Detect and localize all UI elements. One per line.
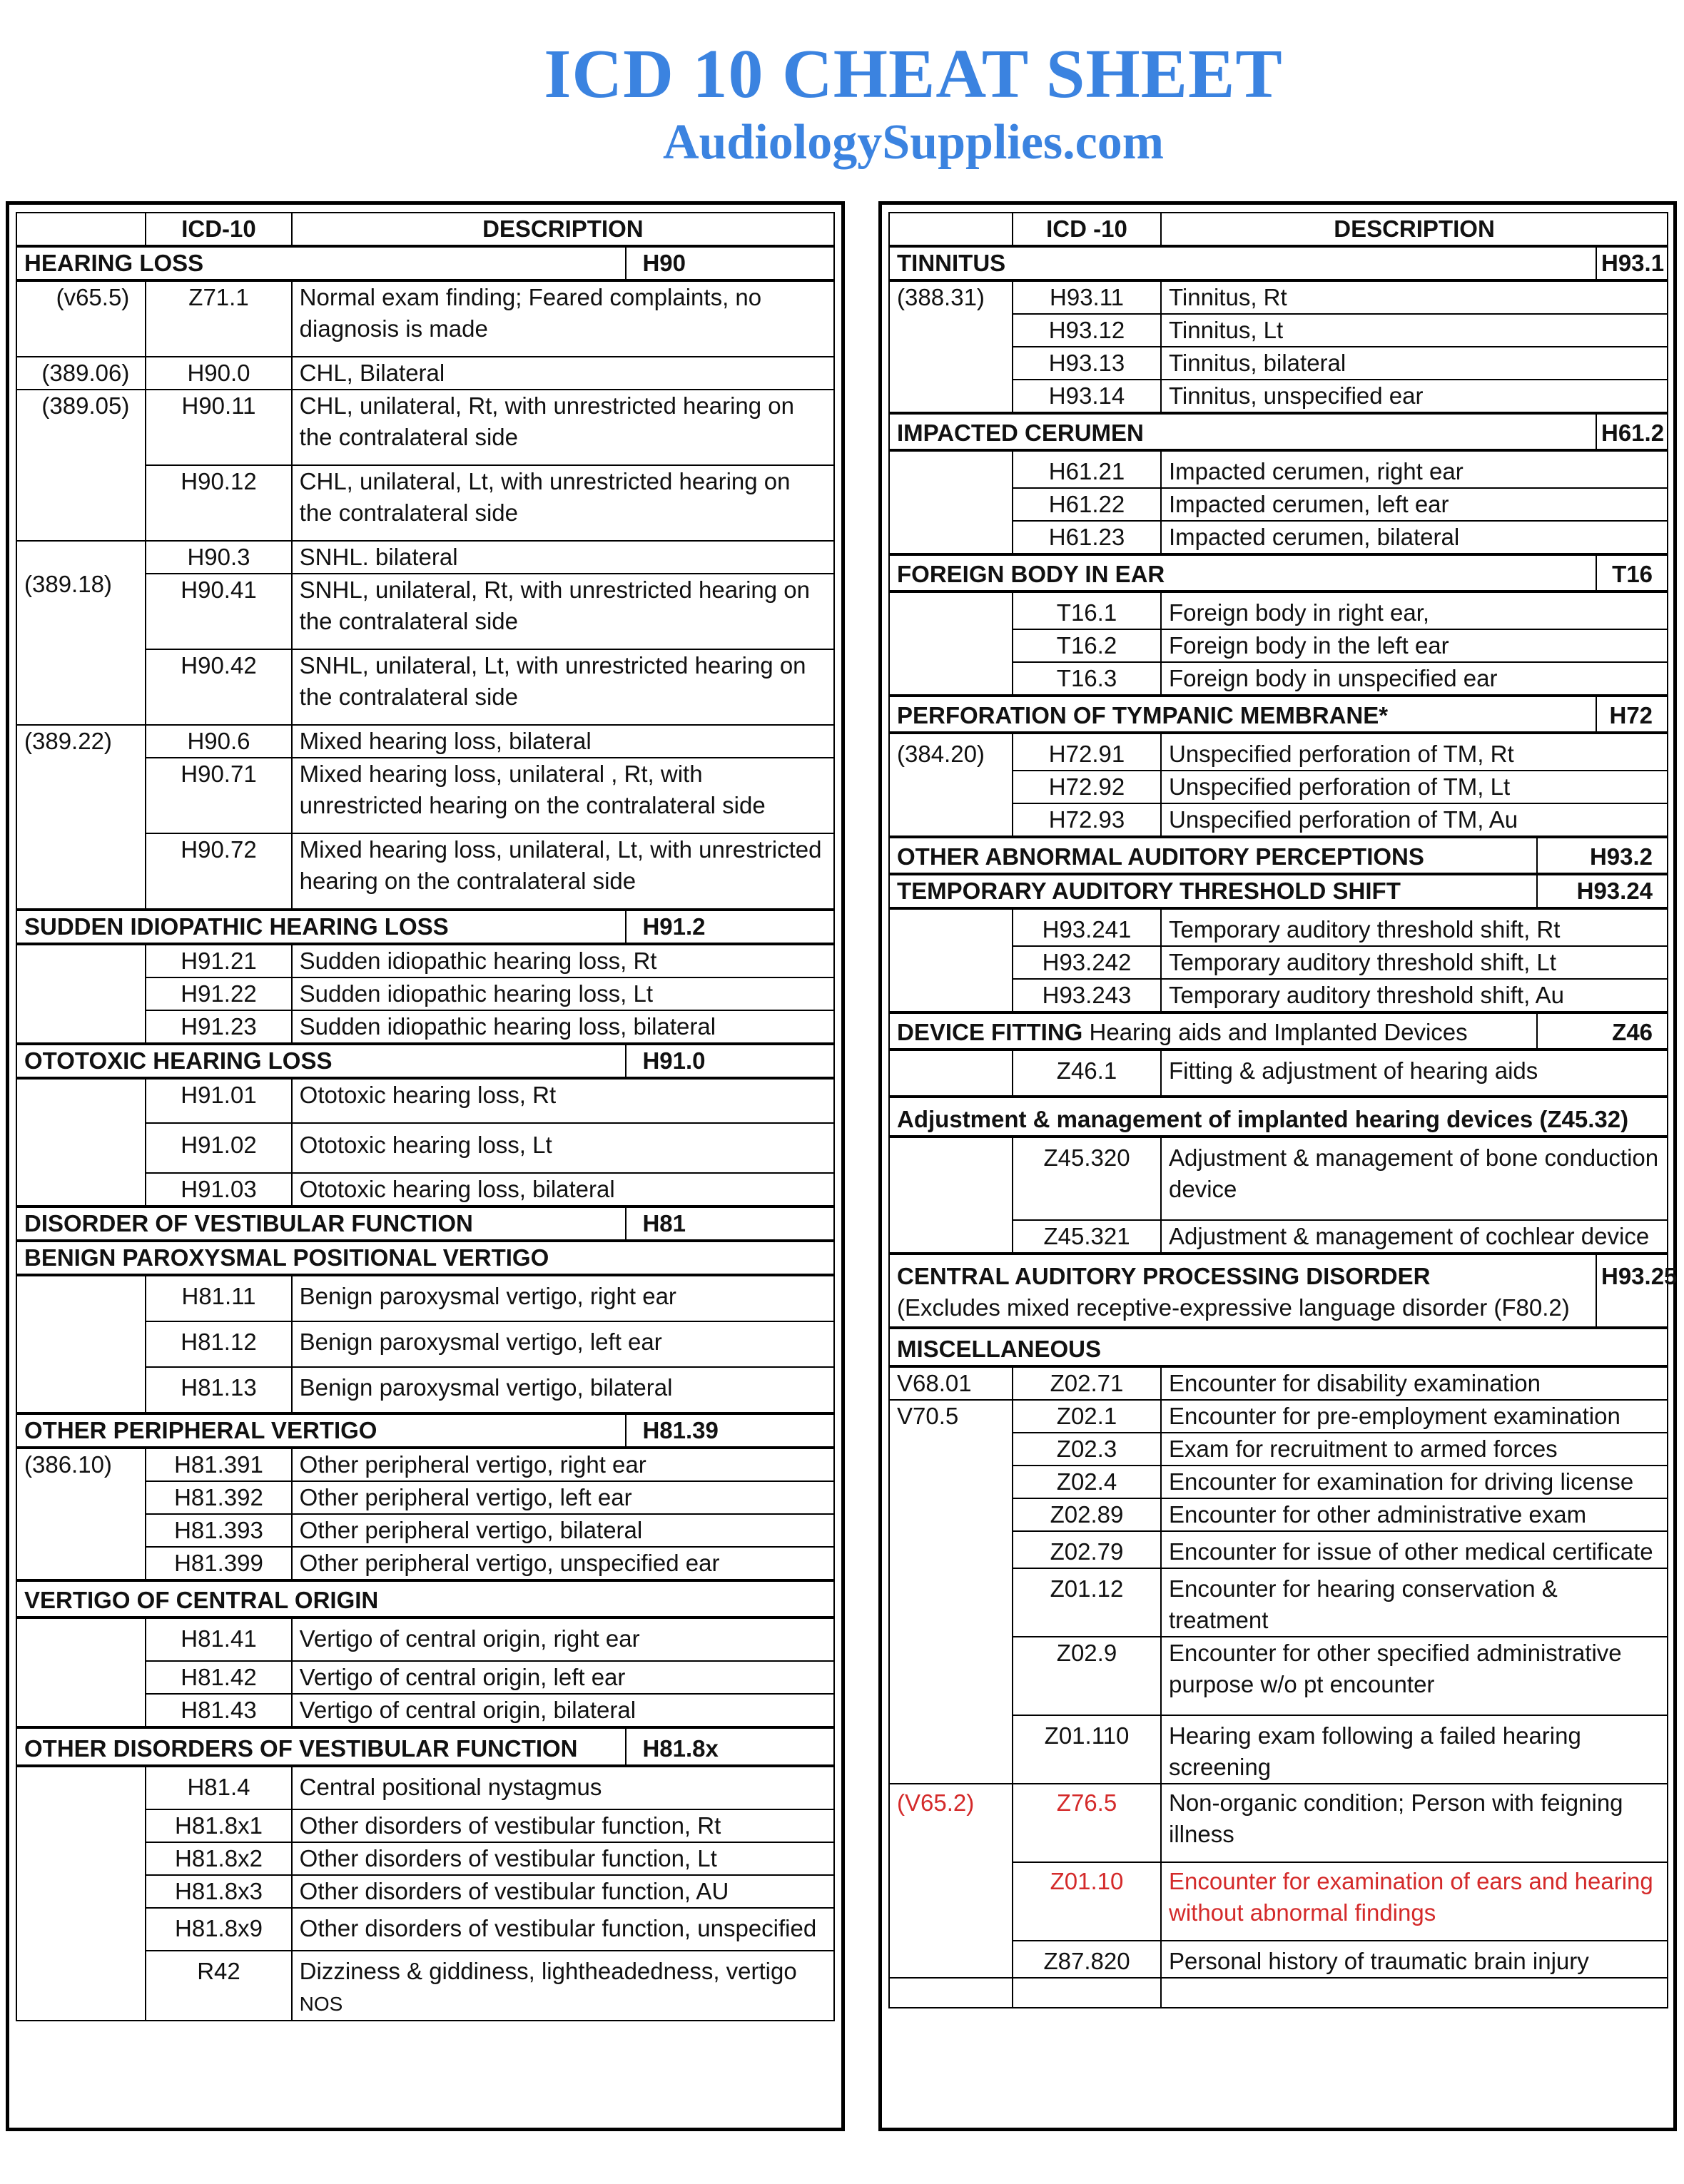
section-title: TEMPORARY AUDITORY THRESHOLD SHIFT <box>889 874 1537 908</box>
section-title: DISORDER OF VESTIBULAR FUNCTION <box>16 1207 626 1241</box>
code-description: Vertigo of central origin, right ear <box>292 1617 834 1661</box>
section-header <box>889 1254 1668 1328</box>
icd-code: Z02.3 <box>1013 1433 1161 1466</box>
section-note: (Excludes mixed receptive-expressive language disorder (F80.2) <box>897 1294 1570 1321</box>
section-code: H81.8x <box>626 1727 834 1766</box>
table-row <box>889 1978 1668 2008</box>
code-description: Tinnitus, Lt <box>1161 314 1668 347</box>
icd-code: H81.8x1 <box>146 1809 291 1842</box>
code-description: Adjustment & management of cochlear device <box>1161 1220 1668 1254</box>
table-row <box>889 1400 1668 1433</box>
code-description: Benign paroxysmal vertigo, left ear <box>292 1321 834 1367</box>
icd-code: H81.391 <box>146 1448 291 1481</box>
code-description: Tinnitus, unspecified ear <box>1161 380 1668 413</box>
icd-code: H90.11 <box>146 390 291 465</box>
section-title: OTHER DISORDERS OF VESTIBULAR FUNCTION <box>16 1727 626 1766</box>
table-row <box>16 725 834 758</box>
code-description: SNHL, unilateral, Rt, with unrestricted hearing on the contralateral side <box>292 574 834 649</box>
old-code: (384.20) <box>889 733 1013 837</box>
icd-code: Z02.71 <box>1013 1366 1161 1400</box>
icd-code: Z71.1 <box>146 280 291 357</box>
icd-code: H81.43 <box>146 1694 291 1727</box>
code-description: Temporary auditory threshold shift, Au <box>1161 979 1668 1012</box>
icd-code: H93.11 <box>1013 280 1161 314</box>
code-description: Other peripheral vertigo, left ear <box>292 1481 834 1514</box>
icd-code: H90.72 <box>146 833 291 910</box>
section-title <box>889 1012 1537 1050</box>
code-description: CHL, Bilateral <box>292 357 834 390</box>
icd-code: Z02.89 <box>1013 1498 1161 1531</box>
code-description: Encounter for other specified administrative purpose w/o pt encounter <box>1161 1637 1668 1715</box>
code-description: Other disorders of vestibular function, AU <box>292 1875 834 1908</box>
icd-code: H91.03 <box>146 1173 291 1207</box>
section-title: PERFORATION OF TYMPANIC MEMBRANE* <box>889 696 1596 733</box>
old-code: (386.10) <box>16 1448 146 1580</box>
code-description: Impacted cerumen, left ear <box>1161 488 1668 521</box>
code-description: Foreign body in the left ear <box>1161 629 1668 662</box>
old-code: V68.01 <box>889 1366 1013 1400</box>
icd-code: H81.11 <box>146 1275 291 1321</box>
old-code: (388.31) <box>889 280 1013 413</box>
code-description: Normal exam finding; Feared complaints, no diagnosis is made <box>292 280 834 357</box>
code-description: SNHL, unilateral, Lt, with unrestricted hearing on the contralateral side <box>292 649 834 725</box>
table-row <box>889 450 1668 488</box>
icd-code: H90.42 <box>146 649 291 725</box>
icd-code: T16.3 <box>1013 662 1161 696</box>
icd-code: H72.93 <box>1013 803 1161 837</box>
description-suffix: NOS <box>299 1993 343 2015</box>
old-code: (v65.5) <box>16 280 146 357</box>
table-row <box>16 1275 834 1321</box>
code-description: Other disorders of vestibular function, Lt <box>292 1842 834 1875</box>
left-code-table <box>16 212 835 2021</box>
icd-code: H81.399 <box>146 1547 291 1580</box>
code-description: Unspecified perforation of TM, Rt <box>1161 733 1668 771</box>
icd-code: H81.42 <box>146 1661 291 1694</box>
table-row <box>889 1784 1668 1862</box>
code-description: Encounter for pre-employment examination <box>1161 1400 1668 1433</box>
icd-code: H81.8x2 <box>146 1842 291 1875</box>
code-description: Foreign body in unspecified ear <box>1161 662 1668 696</box>
table-row <box>889 280 1668 314</box>
icd-code: H61.21 <box>1013 450 1161 488</box>
section-code: H93.25 <box>1596 1254 1668 1328</box>
section-header <box>16 1580 834 1617</box>
code-description: Encounter for examination for driving license <box>1161 1466 1668 1498</box>
icd-code: H61.22 <box>1013 488 1161 521</box>
icd-code: H81.41 <box>146 1617 291 1661</box>
icd-code: Z02.4 <box>1013 1466 1161 1498</box>
section-header <box>889 554 1668 591</box>
icd-code: H81.13 <box>146 1367 291 1413</box>
icd-code: H81.4 <box>146 1766 291 1809</box>
icd-code: H93.243 <box>1013 979 1161 1012</box>
code-description: Fitting & adjustment of hearing aids <box>1161 1050 1668 1097</box>
code-description: Adjustment & management of bone conduction device <box>1161 1137 1668 1220</box>
code-description: Mixed hearing loss, unilateral , Rt, with unrestricted hearing on the contralateral side <box>292 758 834 833</box>
section-title: BENIGN PAROXYSMAL POSITIONAL VERTIGO <box>16 1241 834 1275</box>
icd-code: H90.41 <box>146 574 291 649</box>
code-description: Personal history of traumatic brain injury <box>1161 1941 1668 1978</box>
table-header <box>889 213 1668 246</box>
icd-code: H90.0 <box>146 357 291 390</box>
table-row <box>16 1766 834 1809</box>
icd-code: H81.392 <box>146 1481 291 1514</box>
code-column-header: ICD-10 <box>146 213 291 246</box>
section-header <box>16 1413 834 1448</box>
code-description: CHL, unilateral, Rt, with unrestricted hearing on the contralateral side <box>292 390 834 465</box>
right-code-table <box>888 212 1678 2008</box>
old-code: (389.18) <box>16 541 146 725</box>
icd-code: H72.92 <box>1013 771 1161 803</box>
code-description: Mixed hearing loss, unilateral, Lt, with unrestricted hearing on the contralateral side <box>292 833 834 910</box>
section-title: FOREIGN BODY IN EAR <box>889 554 1596 591</box>
code-description: Benign paroxysmal vertigo, bilateral <box>292 1367 834 1413</box>
icd-code: H91.02 <box>146 1123 291 1173</box>
code-description: Other peripheral vertigo, bilateral <box>292 1514 834 1547</box>
code-description: SNHL. bilateral <box>292 541 834 574</box>
icd-code: H90.3 <box>146 541 291 574</box>
code-description: Encounter for other administrative exam <box>1161 1498 1668 1531</box>
code-description: Encounter for hearing conservation & treatment <box>1161 1568 1668 1637</box>
icd-code: H81.12 <box>146 1321 291 1367</box>
table-row <box>889 908 1668 946</box>
icd-code: Z45.321 <box>1013 1220 1161 1254</box>
code-description: Impacted cerumen, bilateral <box>1161 521 1668 554</box>
table-row <box>16 390 834 465</box>
old-code: (389.05) <box>16 390 146 541</box>
section-code: H81 <box>626 1207 834 1241</box>
section-title: OTHER ABNORMAL AUDITORY PERCEPTIONS <box>889 837 1537 874</box>
table-header <box>16 213 834 246</box>
section-header <box>889 837 1668 874</box>
code-description: Vertigo of central origin, left ear <box>292 1661 834 1694</box>
section-title: TINNITUS <box>889 246 1596 280</box>
code-description: Encounter for issue of other medical certificate <box>1161 1531 1668 1568</box>
section-title-text: CENTRAL AUDITORY PROCESSING DISORDER <box>897 1263 1431 1289</box>
section-code: H93.2 <box>1537 837 1668 874</box>
icd-code: Z45.320 <box>1013 1137 1161 1220</box>
section-title <box>889 1254 1596 1328</box>
code-description: Unspecified perforation of TM, Lt <box>1161 771 1668 803</box>
section-header <box>889 1097 1668 1137</box>
code-description: Exam for recruitment to armed forces <box>1161 1433 1668 1466</box>
section-title: HEARING LOSS <box>16 246 626 280</box>
section-title-text: DEVICE FITTING <box>897 1019 1083 1045</box>
page-title: ICD 10 CHEAT SHEET <box>544 36 1283 113</box>
section-title: VERTIGO OF CENTRAL ORIGIN <box>16 1580 834 1617</box>
section-header <box>16 1207 834 1241</box>
icd-code: H93.14 <box>1013 380 1161 413</box>
icd-code: H93.241 <box>1013 908 1161 946</box>
section-code: H90 <box>626 246 834 280</box>
icd-code: H91.01 <box>146 1078 291 1123</box>
code-description: Ototoxic hearing loss, Lt <box>292 1123 834 1173</box>
icd-code: H61.23 <box>1013 521 1161 554</box>
icd-code: Z76.5 <box>1013 1784 1161 1862</box>
code-description: Vertigo of central origin, bilateral <box>292 1694 834 1727</box>
section-title: IMPACTED CERUMEN <box>889 413 1596 450</box>
section-subtitle: Hearing aids and Implanted Devices <box>1089 1019 1468 1045</box>
code-description: Unspecified perforation of TM, Au <box>1161 803 1668 837</box>
code-description: Non-organic condition; Person with feigning illness <box>1161 1784 1668 1862</box>
section-header <box>16 1727 834 1766</box>
code-description: Sudden idiopathic hearing loss, Rt <box>292 944 834 977</box>
table-row <box>16 1078 834 1123</box>
code-description: Impacted cerumen, right ear <box>1161 450 1668 488</box>
icd-code: Z02.9 <box>1013 1637 1161 1715</box>
section-header <box>16 1241 834 1275</box>
icd-code: Z02.1 <box>1013 1400 1161 1433</box>
section-header <box>889 874 1668 908</box>
section-code: H93.24 <box>1537 874 1668 908</box>
section-code: H91.2 <box>626 910 834 944</box>
icd-code: H91.21 <box>146 944 291 977</box>
icd-code: Z01.12 <box>1013 1568 1161 1637</box>
icd-code: Z01.110 <box>1013 1715 1161 1784</box>
section-title: SUDDEN IDIOPATHIC HEARING LOSS <box>16 910 626 944</box>
section-title: OTHER PERIPHERAL VERTIGO <box>16 1413 626 1448</box>
section-header <box>889 696 1668 733</box>
code-column-header: ICD -10 <box>1013 213 1161 246</box>
description-text: Dizziness & giddiness, lightheadedness, vertigo <box>299 1958 797 1984</box>
icd-code: H81.8x9 <box>146 1908 291 1951</box>
icd-code: Z01.10 <box>1013 1862 1161 1941</box>
table-row <box>16 1448 834 1481</box>
icd-code: Z02.79 <box>1013 1531 1161 1568</box>
description-column-header: DESCRIPTION <box>1161 213 1668 246</box>
code-description: Tinnitus, Rt <box>1161 280 1668 314</box>
code-description: Encounter for examination of ears and hearing without abnormal findings <box>1161 1862 1668 1941</box>
code-description: Temporary auditory threshold shift, Rt <box>1161 908 1668 946</box>
old-code: (389.22) <box>16 725 146 910</box>
code-description: Other peripheral vertigo, unspecified ear <box>292 1547 834 1580</box>
code-description: Hearing exam following a failed hearing screening <box>1161 1715 1668 1784</box>
code-description: Benign paroxysmal vertigo, right ear <box>292 1275 834 1321</box>
section-title: OTOTOXIC HEARING LOSS <box>16 1044 626 1078</box>
icd-code: H81.8x3 <box>146 1875 291 1908</box>
table-row <box>889 1050 1668 1097</box>
section-code: H72 <box>1596 696 1668 733</box>
table-row <box>889 591 1668 629</box>
icd-code: H93.242 <box>1013 946 1161 979</box>
code-description: Ototoxic hearing loss, Rt <box>292 1078 834 1123</box>
code-description: Temporary auditory threshold shift, Lt <box>1161 946 1668 979</box>
code-description: Other peripheral vertigo, right ear <box>292 1448 834 1481</box>
section-code: H81.39 <box>626 1413 834 1448</box>
section-code: Z46 <box>1537 1012 1668 1050</box>
old-code: (V65.2) <box>889 1784 1013 1978</box>
section-header <box>889 1012 1668 1050</box>
code-description: Ototoxic hearing loss, bilateral <box>292 1173 834 1207</box>
code-description: Foreign body in right ear, <box>1161 591 1668 629</box>
code-description: Sudden idiopathic hearing loss, Lt <box>292 977 834 1010</box>
section-header <box>16 910 834 944</box>
code-description: Other disorders of vestibular function, Rt <box>292 1809 834 1842</box>
icd-code: H91.23 <box>146 1010 291 1044</box>
icd-code: H93.13 <box>1013 347 1161 380</box>
icd-code: H90.71 <box>146 758 291 833</box>
icd-code: R42 <box>146 1951 291 2021</box>
right-panel <box>878 201 1677 2131</box>
icd-code: H93.12 <box>1013 314 1161 347</box>
table-row <box>889 1137 1668 1220</box>
table-row <box>16 1617 834 1661</box>
old-code: V70.5 <box>889 1400 1013 1784</box>
table-row <box>16 541 834 574</box>
table-row <box>889 733 1668 771</box>
section-title: Adjustment & management of implanted hearing devices (Z45.32) <box>889 1097 1668 1137</box>
table-row <box>16 357 834 390</box>
table-row <box>16 280 834 357</box>
icd-code: H91.22 <box>146 977 291 1010</box>
table-row <box>889 1366 1668 1400</box>
old-code: (389.06) <box>16 357 146 390</box>
code-description: Mixed hearing loss, bilateral <box>292 725 834 758</box>
section-header <box>889 413 1668 450</box>
section-header <box>16 1044 834 1078</box>
section-header <box>889 1328 1668 1366</box>
section-header <box>16 246 834 280</box>
section-code: H61.2 <box>1596 413 1668 450</box>
icd-code: T16.1 <box>1013 591 1161 629</box>
left-panel <box>6 201 845 2131</box>
code-description: CHL, unilateral, Lt, with unrestricted hearing on the contralateral side <box>292 465 834 541</box>
icd-code: Z46.1 <box>1013 1050 1161 1097</box>
code-description: Tinnitus, bilateral <box>1161 347 1668 380</box>
description-column-header: DESCRIPTION <box>292 213 834 246</box>
code-description: Other disorders of vestibular function, unspecified <box>292 1908 834 1951</box>
icd-code: H90.6 <box>146 725 291 758</box>
icd-code: Z87.820 <box>1013 1941 1161 1978</box>
section-code: H93.1 <box>1596 246 1668 280</box>
table-row <box>16 944 834 977</box>
icd-code: T16.2 <box>1013 629 1161 662</box>
page-subtitle: AudiologySupplies.com <box>662 115 1165 170</box>
icd-code: H81.393 <box>146 1514 291 1547</box>
code-description <box>292 1951 834 2021</box>
icd-code: H72.91 <box>1013 733 1161 771</box>
code-description: Central positional nystagmus <box>292 1766 834 1809</box>
section-header <box>889 246 1668 280</box>
section-title: MISCELLANEOUS <box>889 1328 1668 1366</box>
section-code: H91.0 <box>626 1044 834 1078</box>
code-description: Sudden idiopathic hearing loss, bilateral <box>292 1010 834 1044</box>
section-code: T16 <box>1596 554 1668 591</box>
code-description: Encounter for disability examination <box>1161 1366 1668 1400</box>
icd-code: H90.12 <box>146 465 291 541</box>
